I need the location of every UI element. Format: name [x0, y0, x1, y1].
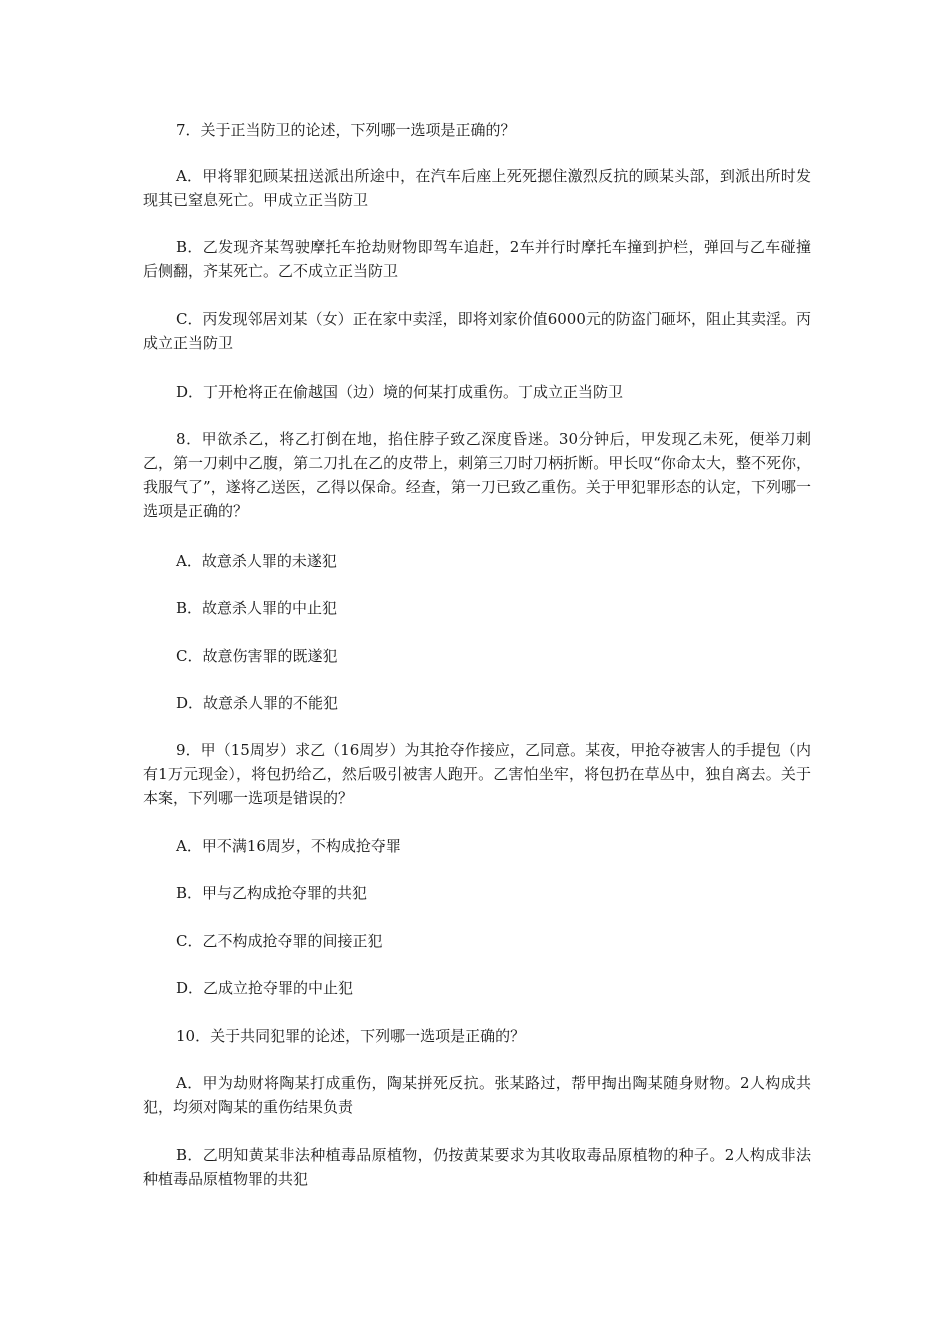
question-9-option-d: D．乙成立抢夺罪的中止犯 — [176, 979, 354, 997]
question-10-option-a: A．甲为劫财将陶某打成重伤，陶某拼死反抗。张某路过，帮甲掏出陶某随身财物。2人构成共犯，均须对陶某的重伤结果负责 — [143, 1074, 811, 1116]
question-7-option-a: A．甲将罪犯顾某扭送派出所途中，在汽车后座上死死摁住激烈反抗的顾某头部，到派出所时发现其已窒息死亡。甲成立正当防卫 — [143, 167, 811, 209]
question-7-option-c: C．丙发现邻居刘某（女）正在家中卖淫，即将刘家价值6000元的防盗门砸坏，阻止其卖淫。丙成立正当防卫 — [143, 310, 811, 352]
question-8-option-b: B．故意杀人罪的中止犯 — [176, 599, 338, 617]
question-7-option-d: D．丁开枪将正在偷越国（边）境的何某打成重伤。丁成立正当防卫 — [176, 383, 624, 401]
question-9-option-c: C．乙不构成抢夺罪的间接正犯 — [176, 932, 383, 950]
question-10-option-b: B．乙明知黄某非法种植毒品原植物，仍按黄某要求为其收取毒品原植物的种子。2人构成非法种植毒品原植物罪的共犯 — [143, 1146, 811, 1188]
question-9-option-a: A．甲不满16周岁，不构成抢夺罪 — [176, 837, 401, 855]
question-7-stem: 7．关于正当防卫的论述，下列哪一选项是正确的？ — [176, 121, 516, 139]
question-7-option-b: B．乙发现齐某驾驶摩托车抢劫财物即驾车追赶，2车并行时摩托车撞到护栏，弹回与乙车碰撞后侧翻，齐某死亡。乙不成立正当防卫 — [143, 238, 811, 280]
question-8-option-a: A．故意杀人罪的未遂犯 — [176, 552, 337, 570]
question-9-stem: 9．甲（15周岁）求乙（16周岁）为其抢夺作接应，乙同意。某夜，甲抢夺被害人的手提包（内有1万元现金），将包扔给乙，然后吸引被害人跑开。乙害怕坐牢，将包扔在草丛中，独自离去。关于本案，下列哪一选项是错误的？ — [143, 741, 811, 807]
question-10-stem: 10．关于共同犯罪的论述，下列哪一选项是正确的？ — [176, 1027, 526, 1045]
question-8-option-c: C．故意伤害罪的既遂犯 — [176, 647, 338, 665]
question-8-option-d: D．故意杀人罪的不能犯 — [176, 694, 339, 712]
question-8-stem: 8．甲欲杀乙，将乙打倒在地，掐住脖子致乙深度昏迷。30分钟后，甲发现乙未死，便举刀刺乙，第一刀刺中乙腹，第二刀扎在乙的皮带上，刺第三刀时刀柄折断。甲长叹“你命太大，整不死你，我服气了”，遂将乙送医，乙得以保命。经查，第一刀已致乙重伤。关于甲犯罪形态的认定，下列哪一选项是正确的？ — [143, 430, 811, 520]
question-9-option-b: B．甲与乙构成抢夺罪的共犯 — [176, 884, 368, 902]
